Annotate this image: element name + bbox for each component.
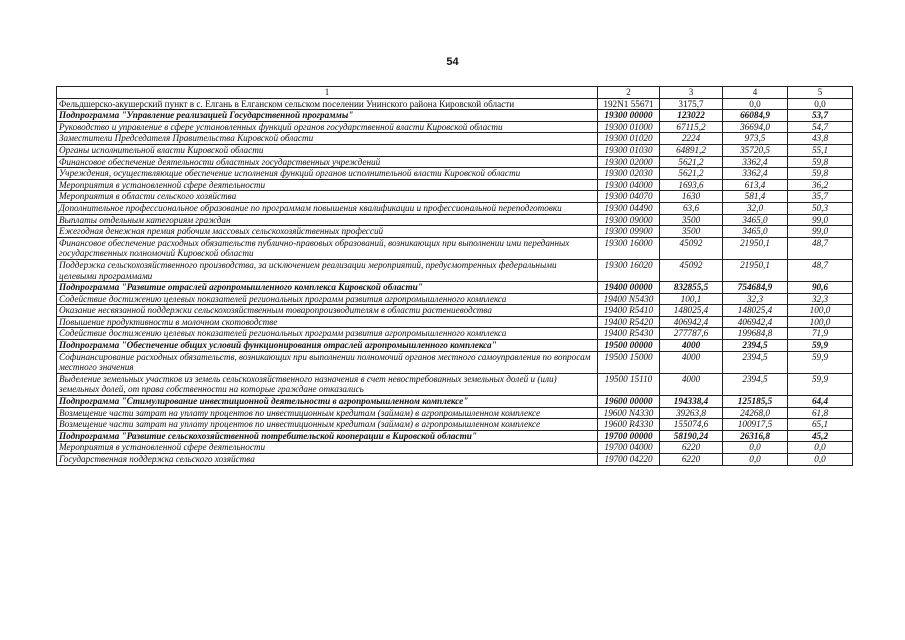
executed-amount-cell: 581,4 (723, 191, 788, 203)
executed-amount-cell: 125185,5 (723, 396, 788, 408)
percent-cell: 35,7 (788, 191, 853, 203)
executed-amount-cell: 613,4 (723, 179, 788, 191)
scan-speck: · (852, 232, 855, 241)
table-row (57, 293, 853, 305)
table-row (57, 407, 853, 419)
percent-cell: 55,1 (788, 144, 853, 156)
executed-amount-cell: 2394,5 (723, 373, 788, 395)
budget-code-cell: 19300 02030 (598, 168, 660, 180)
percent-cell: 59,9 (788, 340, 853, 352)
item-name-cell: Выделение земельных участков из земель сельскохозяйственного назначения в счет невостребованных земельных долей и (или) земельных долей, от права собственности на которые граждане отказались (57, 373, 598, 395)
item-name-cell: Поддержка сельскохозяйственного производства, за исключением реализации мероприятий, предусмотренных федеральными целевыми программами (57, 259, 598, 281)
table-row (57, 328, 853, 340)
item-name-cell: Возмещение части затрат на уплату процентов по инвестиционным кредитам (займам) в агропромышленном комплексе (57, 407, 598, 419)
item-name-cell: Финансовое обеспечение расходных обязательств публично-правовых образований, возникающих при выполнении ими переданных государственных полномочий Кировской области (57, 237, 598, 259)
budget-table-body (57, 87, 853, 466)
budget-code-cell: 19500 15000 (598, 351, 660, 373)
executed-amount-cell: 3465,0 (723, 226, 788, 238)
subprogram-row (57, 430, 853, 442)
item-name-cell: Ежегодная денежная премия рабочим массовых сельскохозяйственных профессий (57, 226, 598, 238)
budget-code-cell: 19300 01000 (598, 121, 660, 133)
budget-code-cell: 19300 04490 (598, 202, 660, 214)
executed-amount-cell: 32,0 (723, 202, 788, 214)
budget-code-cell: 19300 16000 (598, 237, 660, 259)
percent-cell: 65,1 (788, 419, 853, 431)
percent-cell: 99,0 (788, 214, 853, 226)
percent-cell: 59,8 (788, 168, 853, 180)
planned-amount-cell: 123022 (660, 110, 723, 122)
planned-amount-cell: 6220 (660, 442, 723, 454)
header-row (57, 87, 853, 99)
table-row (57, 305, 853, 317)
percent-cell: 45,2 (788, 430, 853, 442)
item-name-cell: Подпрограмма "Стимулирование инвестиционной деятельности в агропромышленном комплексе" (57, 396, 598, 408)
budget-code-cell: 19300 16020 (598, 259, 660, 281)
planned-amount-cell: 5621,2 (660, 168, 723, 180)
item-name-cell: Подпрограмма "Развитие сельскохозяйственной потребительской кооперации в Кировской области" (57, 430, 598, 442)
table-row (57, 351, 853, 373)
header-cell-4: 4 (723, 87, 788, 99)
executed-amount-cell: 26316,8 (723, 430, 788, 442)
item-name-cell: Подпрограмма "Обеспечение общих условий функционирования отраслей агропромышленного комплекса" (57, 340, 598, 352)
table-row (57, 259, 853, 281)
executed-amount-cell: 406942,4 (723, 316, 788, 328)
percent-cell: 100,0 (788, 316, 853, 328)
planned-amount-cell: 100,1 (660, 293, 723, 305)
percent-cell: 43,8 (788, 133, 853, 145)
subprogram-row (57, 396, 853, 408)
budget-code-cell: 19400 R5430 (598, 328, 660, 340)
header-cell-3: 3 (660, 87, 723, 99)
planned-amount-cell: 277787,6 (660, 328, 723, 340)
executed-amount-cell: 3362,4 (723, 168, 788, 180)
budget-code-cell: 19500 00000 (598, 340, 660, 352)
header-cell-1: 1 (57, 87, 598, 99)
executed-amount-cell: 148025,4 (723, 305, 788, 317)
executed-amount-cell: 36694,0 (723, 121, 788, 133)
planned-amount-cell: 155074,6 (660, 419, 723, 431)
percent-cell: 50,3 (788, 202, 853, 214)
budget-code-cell: 19700 04000 (598, 442, 660, 454)
table-row (57, 419, 853, 431)
budget-code-cell: 19300 00000 (598, 110, 660, 122)
percent-cell: 99,0 (788, 226, 853, 238)
budget-code-cell: 19600 N4330 (598, 407, 660, 419)
executed-amount-cell: 100917,5 (723, 419, 788, 431)
subprogram-row (57, 110, 853, 122)
table-row (57, 202, 853, 214)
percent-cell: 0,0 (788, 98, 853, 110)
percent-cell: 59,9 (788, 373, 853, 395)
table-row (57, 144, 853, 156)
header-cell-5: 5 (788, 87, 853, 99)
planned-amount-cell: 3175,7 (660, 98, 723, 110)
planned-amount-cell: 45092 (660, 237, 723, 259)
percent-cell: 0,0 (788, 454, 853, 466)
table-row (57, 133, 853, 145)
item-name-cell: Дополнительное профессиональное образование по программам повышения квалификации и профессиональной переподготовки (57, 202, 598, 214)
percent-cell: 53,7 (788, 110, 853, 122)
percent-cell: 71,9 (788, 328, 853, 340)
item-name-cell: Фельдшерско-акушерский пункт в с. Елгань в Елганском сельском поселении Унинского района Кировской области (57, 98, 598, 110)
budget-code-cell: 19400 R5420 (598, 316, 660, 328)
percent-cell: 90,6 (788, 282, 853, 294)
planned-amount-cell: 64891,2 (660, 144, 723, 156)
page-number: 54 (446, 56, 459, 68)
budget-code-cell: 19300 04000 (598, 179, 660, 191)
executed-amount-cell: 35720,5 (723, 144, 788, 156)
subprogram-row (57, 340, 853, 352)
header-cell-2: 2 (598, 87, 660, 99)
planned-amount-cell: 3500 (660, 214, 723, 226)
subprogram-row (57, 282, 853, 294)
planned-amount-cell: 4000 (660, 373, 723, 395)
executed-amount-cell: 0,0 (723, 454, 788, 466)
budget-code-cell: 19400 R5410 (598, 305, 660, 317)
budget-code-cell: 19600 00000 (598, 396, 660, 408)
table-row (57, 168, 853, 180)
item-name-cell: Мероприятия в области сельского хозяйства (57, 191, 598, 203)
percent-cell: 59,8 (788, 156, 853, 168)
planned-amount-cell: 1693,6 (660, 179, 723, 191)
budget-table (56, 86, 853, 466)
executed-amount-cell: 21950,1 (723, 259, 788, 281)
planned-amount-cell: 63,6 (660, 202, 723, 214)
budget-code-cell: 19300 01020 (598, 133, 660, 145)
planned-amount-cell: 39263,8 (660, 407, 723, 419)
budget-code-cell: 19700 00000 (598, 430, 660, 442)
budget-code-cell: 19600 R4330 (598, 419, 660, 431)
executed-amount-cell: 3362,4 (723, 156, 788, 168)
budget-code-cell: 19300 01030 (598, 144, 660, 156)
table-row (57, 214, 853, 226)
planned-amount-cell: 58190,24 (660, 430, 723, 442)
budget-code-cell: 19500 15110 (598, 373, 660, 395)
planned-amount-cell: 67115,2 (660, 121, 723, 133)
executed-amount-cell: 2394,5 (723, 340, 788, 352)
percent-cell: 100,0 (788, 305, 853, 317)
planned-amount-cell: 45092 (660, 259, 723, 281)
table-row (57, 98, 853, 110)
planned-amount-cell: 6220 (660, 454, 723, 466)
table-row (57, 191, 853, 203)
table-row (57, 316, 853, 328)
item-name-cell: Подпрограмма "Управление реализацией Государственной программы" (57, 110, 598, 122)
item-name-cell: Руководство и управление в сфере установленных функций органов государственной власти Кировской области (57, 121, 598, 133)
item-name-cell: Содействие достижению целевых показателей региональных программ развития агропромышленного комплекса (57, 328, 598, 340)
executed-amount-cell: 0,0 (723, 442, 788, 454)
item-name-cell: Мероприятия в установленной сфере деятельности (57, 442, 598, 454)
executed-amount-cell: 21950,1 (723, 237, 788, 259)
budget-code-cell: 19300 09000 (598, 214, 660, 226)
executed-amount-cell: 24268,0 (723, 407, 788, 419)
budget-code-cell: 19700 04220 (598, 454, 660, 466)
planned-amount-cell: 4000 (660, 340, 723, 352)
executed-amount-cell: 973,5 (723, 133, 788, 145)
table-row (57, 454, 853, 466)
budget-code-cell: 192N1 55671 (598, 98, 660, 110)
item-name-cell: Мероприятия в установленной сфере деятельности (57, 179, 598, 191)
executed-amount-cell: 199684,8 (723, 328, 788, 340)
item-name-cell: Возмещение части затрат на уплату процентов по инвестиционным кредитам (займам) в агропромышленном комплексе (57, 419, 598, 431)
executed-amount-cell: 0,0 (723, 98, 788, 110)
budget-code-cell: 19300 02000 (598, 156, 660, 168)
table-row (57, 179, 853, 191)
item-name-cell: Выплаты отдельным категориям граждан (57, 214, 598, 226)
executed-amount-cell: 2394,5 (723, 351, 788, 373)
budget-code-cell: 19300 09900 (598, 226, 660, 238)
percent-cell: 59,9 (788, 351, 853, 373)
item-name-cell: Органы исполнительной власти Кировской области (57, 144, 598, 156)
item-name-cell: Государственная поддержка сельского хозяйства (57, 454, 598, 466)
table-row (57, 373, 853, 395)
table-row (57, 121, 853, 133)
percent-cell: 61,8 (788, 407, 853, 419)
item-name-cell: Повышение продуктивности в молочном скотоводстве (57, 316, 598, 328)
executed-amount-cell: 66084,9 (723, 110, 788, 122)
executed-amount-cell: 3465,0 (723, 214, 788, 226)
item-name-cell: Содействие достижению целевых показателей региональных программ развития агропромышленного комплекса (57, 293, 598, 305)
budget-code-cell: 19400 00000 (598, 282, 660, 294)
planned-amount-cell: 5621,2 (660, 156, 723, 168)
percent-cell: 54,7 (788, 121, 853, 133)
planned-amount-cell: 832855,5 (660, 282, 723, 294)
planned-amount-cell: 2224 (660, 133, 723, 145)
planned-amount-cell: 148025,4 (660, 305, 723, 317)
table-row (57, 156, 853, 168)
table-row (57, 442, 853, 454)
percent-cell: 64,4 (788, 396, 853, 408)
executed-amount-cell: 32,3 (723, 293, 788, 305)
planned-amount-cell: 1630 (660, 191, 723, 203)
percent-cell: 0,0 (788, 442, 853, 454)
table-row (57, 226, 853, 238)
item-name-cell: Софинансирование расходных обязательств, возникающих при выполнении полномочий органов местного самоуправления по вопросам местного значения (57, 351, 598, 373)
percent-cell: 32,3 (788, 293, 853, 305)
item-name-cell: Заместители Председателя Правительства Кировской области (57, 133, 598, 145)
budget-code-cell: 19300 04070 (598, 191, 660, 203)
table-row (57, 237, 853, 259)
percent-cell: 48,7 (788, 259, 853, 281)
budget-code-cell: 19400 N5430 (598, 293, 660, 305)
item-name-cell: Финансовое обеспечение деятельности областных государственных учреждений (57, 156, 598, 168)
planned-amount-cell: 194338,4 (660, 396, 723, 408)
item-name-cell: Учреждения, осуществляющие обеспечение исполнения функций органов исполнительной власти Кировской области (57, 168, 598, 180)
percent-cell: 48,7 (788, 237, 853, 259)
planned-amount-cell: 3500 (660, 226, 723, 238)
item-name-cell: Оказание несвязанной поддержки сельскохозяйственным товаропроизводителям в области растениеводства (57, 305, 598, 317)
executed-amount-cell: 754684,9 (723, 282, 788, 294)
planned-amount-cell: 4000 (660, 351, 723, 373)
percent-cell: 36,2 (788, 179, 853, 191)
item-name-cell: Подпрограмма "Развитие отраслей агропромышленного комплекса Кировской области" (57, 282, 598, 294)
planned-amount-cell: 406942,4 (660, 316, 723, 328)
